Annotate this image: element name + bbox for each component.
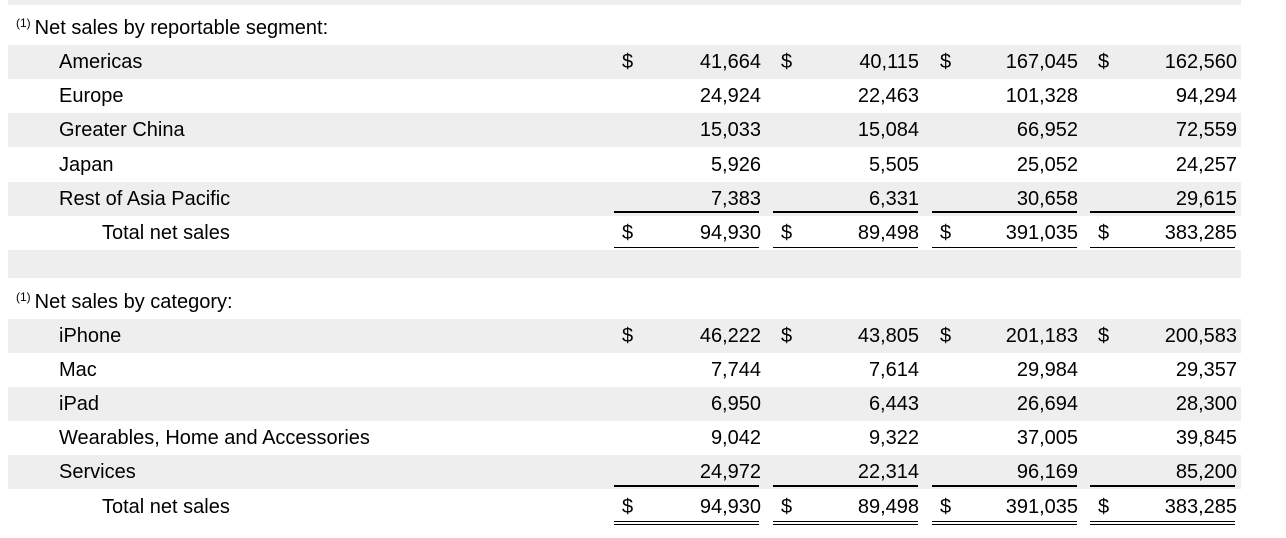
table-row <box>8 113 1241 147</box>
value-cell: 24,972 <box>699 461 761 483</box>
row-label: iPhone <box>59 325 122 347</box>
subtotal-rule <box>1090 485 1235 487</box>
dollar-sign: $ <box>622 496 634 518</box>
total-value: 383,285 <box>1164 496 1237 518</box>
dollar-sign: $ <box>1098 222 1110 244</box>
subtotal-rule <box>932 211 1077 213</box>
value-cell: 46,222 <box>699 325 761 347</box>
value-cell: 26,694 <box>1016 393 1078 415</box>
dollar-sign: $ <box>940 222 952 244</box>
value-cell: 15,084 <box>857 119 919 141</box>
dollar-sign: $ <box>781 51 793 73</box>
dollar-sign: $ <box>781 222 793 244</box>
value-cell: 22,314 <box>857 461 919 483</box>
dollar-sign: $ <box>781 325 793 347</box>
value-cell: 24,924 <box>699 85 761 107</box>
dollar-sign: $ <box>940 325 952 347</box>
value-cell: 167,045 <box>1005 51 1078 73</box>
dollar-sign: $ <box>940 496 952 518</box>
value-cell: 6,443 <box>868 393 919 415</box>
section-heading: Net sales by category: <box>34 291 233 313</box>
value-cell: 43,805 <box>857 325 919 347</box>
category-section-heading <box>8 285 1241 319</box>
value-cell: 6,331 <box>868 188 919 210</box>
value-cell: 40,115 <box>859 51 919 73</box>
value-cell: 24,257 <box>1175 154 1237 176</box>
top-band <box>8 0 1241 5</box>
value-cell: 66,952 <box>1016 119 1078 141</box>
row-label: iPad <box>59 393 100 415</box>
row-label: Wearables, Home and Accessories <box>59 427 370 449</box>
total-double-rule <box>1090 521 1235 525</box>
total-label: Total net sales <box>102 496 230 518</box>
total-double-rule <box>773 521 918 525</box>
value-cell: 9,322 <box>868 427 919 449</box>
footnote-marker: (1) <box>16 16 31 30</box>
value-cell: 7,744 <box>710 359 761 381</box>
dollar-sign: $ <box>1098 325 1110 347</box>
row-label: Japan <box>59 154 114 176</box>
value-cell: 39,845 <box>1175 427 1237 449</box>
row-label: Rest of Asia Pacific <box>59 188 231 210</box>
value-cell: 85,200 <box>1175 461 1237 483</box>
value-cell: 94,294 <box>1175 85 1237 107</box>
table-row <box>8 387 1241 421</box>
value-cell: 7,383 <box>710 188 761 210</box>
dollar-sign: $ <box>622 222 634 244</box>
total-value: 89,498 <box>857 496 919 518</box>
subtotal-rule <box>614 211 759 213</box>
dollar-sign: $ <box>622 51 634 73</box>
subtotal-rule <box>773 211 918 213</box>
dollar-sign: $ <box>940 51 952 73</box>
total-value: 391,035 <box>1005 496 1078 518</box>
value-cell: 200,583 <box>1164 325 1237 347</box>
row-label: Europe <box>59 85 124 107</box>
total-value: 94,930 <box>699 496 761 518</box>
value-cell: 37,005 <box>1016 427 1078 449</box>
spacer-row <box>8 250 1241 278</box>
table-row <box>8 421 1241 455</box>
dollar-sign: $ <box>781 496 793 518</box>
value-cell: 30,658 <box>1016 188 1078 210</box>
value-cell: 72,559 <box>1175 119 1237 141</box>
dollar-sign: $ <box>1098 51 1110 73</box>
value-cell: 96,169 <box>1016 461 1078 483</box>
footnote-marker: (1) <box>16 290 31 304</box>
total-double-rule <box>614 521 759 525</box>
subtotal-rule <box>1090 211 1235 213</box>
value-cell: 5,505 <box>868 154 919 176</box>
value-cell: 41,664 <box>699 51 761 73</box>
table-row <box>8 148 1241 182</box>
table-row <box>8 45 1241 79</box>
total-row <box>8 216 1241 250</box>
table-row <box>8 455 1241 489</box>
value-cell: 7,614 <box>868 359 919 381</box>
section-heading: Net sales by reportable segment: <box>34 17 329 39</box>
row-label: Americas <box>59 51 143 73</box>
value-cell: 25,052 <box>1016 154 1078 176</box>
total-value: 383,285 <box>1164 222 1237 244</box>
value-cell: 162,560 <box>1164 51 1237 73</box>
total-value: 391,035 <box>1005 222 1078 244</box>
total-row <box>8 490 1241 524</box>
total-value: 89,498 <box>857 222 919 244</box>
table-row <box>8 319 1241 353</box>
value-cell: 15,033 <box>699 119 761 141</box>
subtotal-rule <box>614 485 759 487</box>
subtotal-rule <box>932 485 1077 487</box>
dollar-sign: $ <box>1098 496 1110 518</box>
total-value: 94,930 <box>699 222 761 244</box>
value-cell: 29,615 <box>1175 188 1237 210</box>
value-cell: 29,357 <box>1175 359 1237 381</box>
subtotal-rule <box>773 485 918 487</box>
row-label: Services <box>59 461 136 483</box>
total-double-rule <box>932 521 1077 525</box>
value-cell: 28,300 <box>1175 393 1237 415</box>
value-cell: 22,463 <box>857 85 919 107</box>
row-label: Mac <box>59 359 97 381</box>
segment-section-heading <box>8 11 1241 45</box>
table-row <box>8 79 1241 113</box>
value-cell: 5,926 <box>710 154 761 176</box>
total-label: Total net sales <box>102 222 230 244</box>
dollar-sign: $ <box>622 325 634 347</box>
value-cell: 101,328 <box>1005 85 1078 107</box>
value-cell: 201,183 <box>1005 325 1078 347</box>
value-cell: 9,042 <box>710 427 761 449</box>
row-label: Greater China <box>59 119 185 141</box>
value-cell: 6,950 <box>710 393 761 415</box>
table-row <box>8 353 1241 387</box>
value-cell: 29,984 <box>1016 359 1078 381</box>
